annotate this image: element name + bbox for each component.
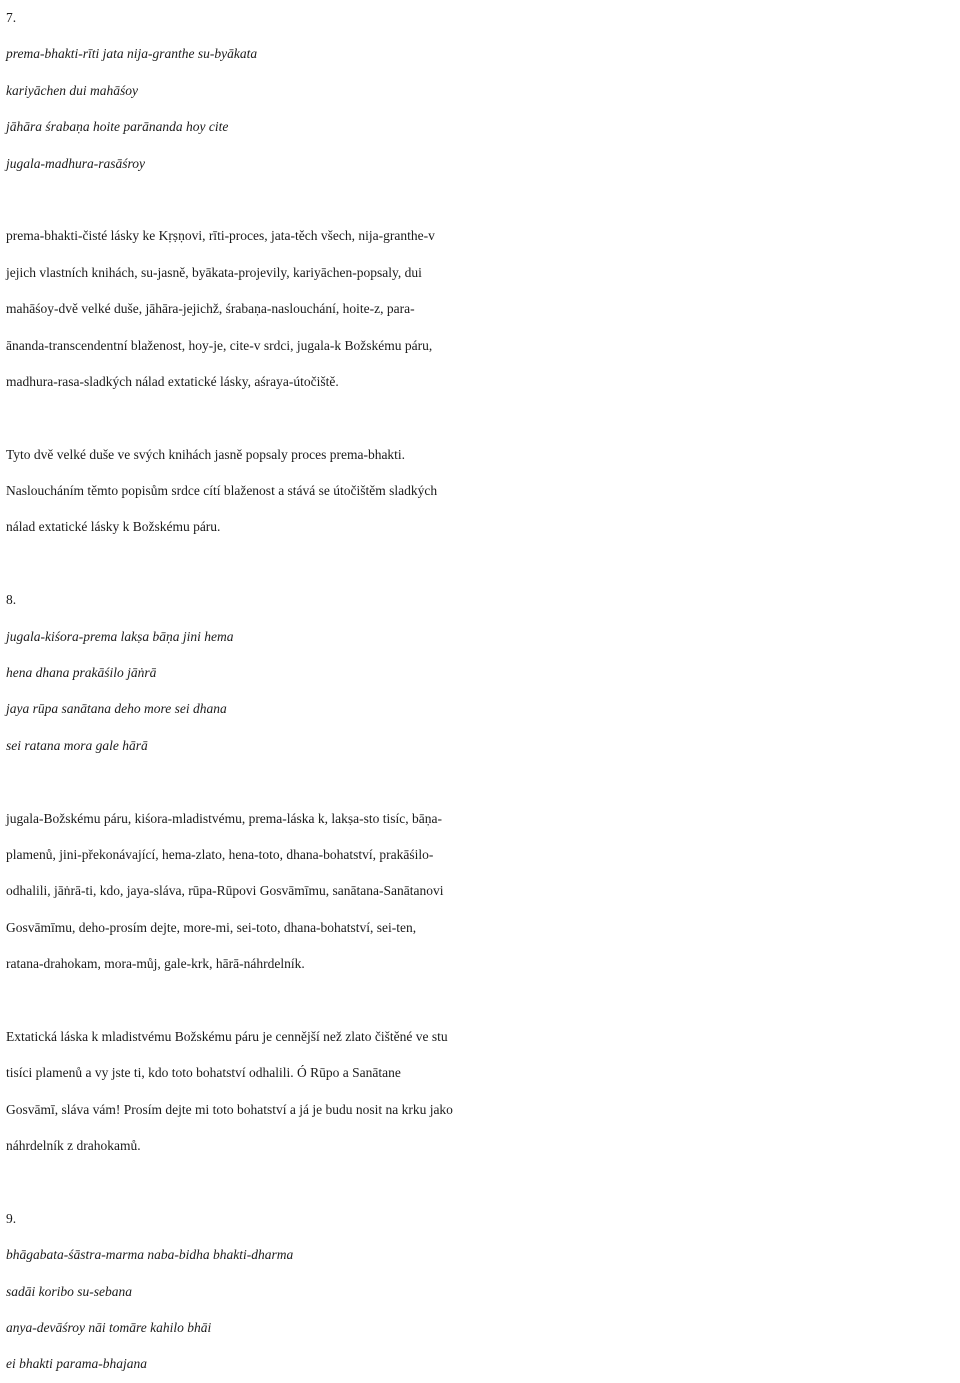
verse-line: jāhāra śrabaṇa hoite parānanda hoy cite <box>6 119 229 135</box>
synonyms-line: jugala-Božskému páru, kiśora-mladistvému, prema-láska k, lakṣa-sto tisíc, bāṇa- <box>6 810 442 826</box>
translation-line: nálad extatické lásky k Božskému páru. <box>6 519 221 535</box>
verse-line: jaya rūpa sanātana deho more sei dhana <box>6 701 227 717</box>
verse-line: sadāi koribo su-sebana <box>6 1283 132 1299</box>
verse-text <box>6 619 956 765</box>
spacer <box>6 546 956 582</box>
synonyms-line: jejich vlastních knihách, su-jasně, byākata-projevily, kariyāchen-popsaly, dui <box>6 264 422 280</box>
translation-line: Extatická láska k mladistvému Božskému páru je cennější než zlato čištěné ve stu <box>6 1028 448 1044</box>
translation-paragraph <box>6 1019 956 1165</box>
verse-number: 8. <box>6 592 17 608</box>
section-7 <box>6 0 956 546</box>
verse-line: hena dhana prakāśilo jāṅrā <box>6 665 157 681</box>
synonyms-line: madhura-rasa-sladkých nálad extatické lásky, aśraya-útočiště. <box>6 373 339 389</box>
verse-line: prema-bhakti-rīti jata nija-granthe su-byākata <box>6 46 258 62</box>
translation-line: Tyto dvě velké duše ve svých knihách jasně popsaly proces prema-bhakti. <box>6 446 406 462</box>
verse-line: jugala-madhura-rasāśroy <box>6 155 146 171</box>
verse-text <box>6 1237 956 1383</box>
synonyms-line: ānanda-transcendentní blaženost, hoy-je, cite-v srdci, jugala-k Božskému páru, <box>6 337 433 353</box>
spacer <box>6 764 956 800</box>
synonyms-line: prema-bhakti-čisté lásky ke Kṛṣṇovi, rīti-proces, jata-těch všech, nija-granthe-v <box>6 228 435 244</box>
translation-line: Nasloucháním těmto popisům srdce cítí blaženost a stává se útočištěm sladkých <box>6 483 438 499</box>
spacer <box>6 983 956 1019</box>
synonyms-line: plamenů, jini-překonávající, hema-zlato, hena-toto, dhana-bohatství, prakāśilo- <box>6 846 434 862</box>
spacer <box>6 1165 956 1201</box>
verse-line: ei bhakti parama-bhajana <box>6 1356 147 1372</box>
verse-number: 9. <box>6 1210 17 1226</box>
synonyms-line: Gosvāmīmu, deho-prosím dejte, more-mi, sei-toto, dhana-bohatství, sei-ten, <box>6 919 417 935</box>
section-9 <box>6 1201 956 1383</box>
synonyms-line: ratana-drahokam, mora-můj, gale-krk, hārā-náhrdelník. <box>6 956 305 972</box>
verse-line: jugala-kiśora-prema lakṣa bāṇa jini hema <box>6 628 234 644</box>
verse-line: anya-devāśroy nāi tomāre kahilo bhāi <box>6 1320 212 1336</box>
section-8 <box>6 582 956 1164</box>
synonyms-paragraph <box>6 801 956 983</box>
translation-line: tisíci plamenů a vy jste ti, kdo toto bohatství odhalili. Ó Rūpo a Sanātane <box>6 1065 401 1081</box>
translation-line: Gosvāmī, sláva vám! Prosím dejte mi toto bohatství a já je budu nosit na krku jako <box>6 1101 453 1117</box>
spacer <box>6 182 956 218</box>
translation-paragraph <box>6 437 956 546</box>
translation-line: náhrdelník z drahokamů. <box>6 1138 141 1154</box>
synonyms-line: odhalili, jāṅrā-ti, kdo, jaya-sláva, rūpa-Rūpovi Gosvāmīmu, sanātana-Sanātanovi <box>6 883 444 899</box>
synonyms-paragraph <box>6 218 956 400</box>
spacer <box>6 400 956 436</box>
synonyms-line: mahāśoy-dvě velké duše, jāhāra-jejichž, śrabaṇa-naslouchání, hoite-z, para- <box>6 301 415 317</box>
document-page <box>6 0 956 1383</box>
verse-text <box>6 36 956 182</box>
verse-line: sei ratana mora gale hārā <box>6 737 148 753</box>
verse-line: bhāgabata-śāstra-marma naba-bidha bhakti-dharma <box>6 1247 294 1263</box>
verse-line: kariyāchen dui mahāśoy <box>6 82 138 98</box>
verse-number: 7. <box>6 10 17 25</box>
